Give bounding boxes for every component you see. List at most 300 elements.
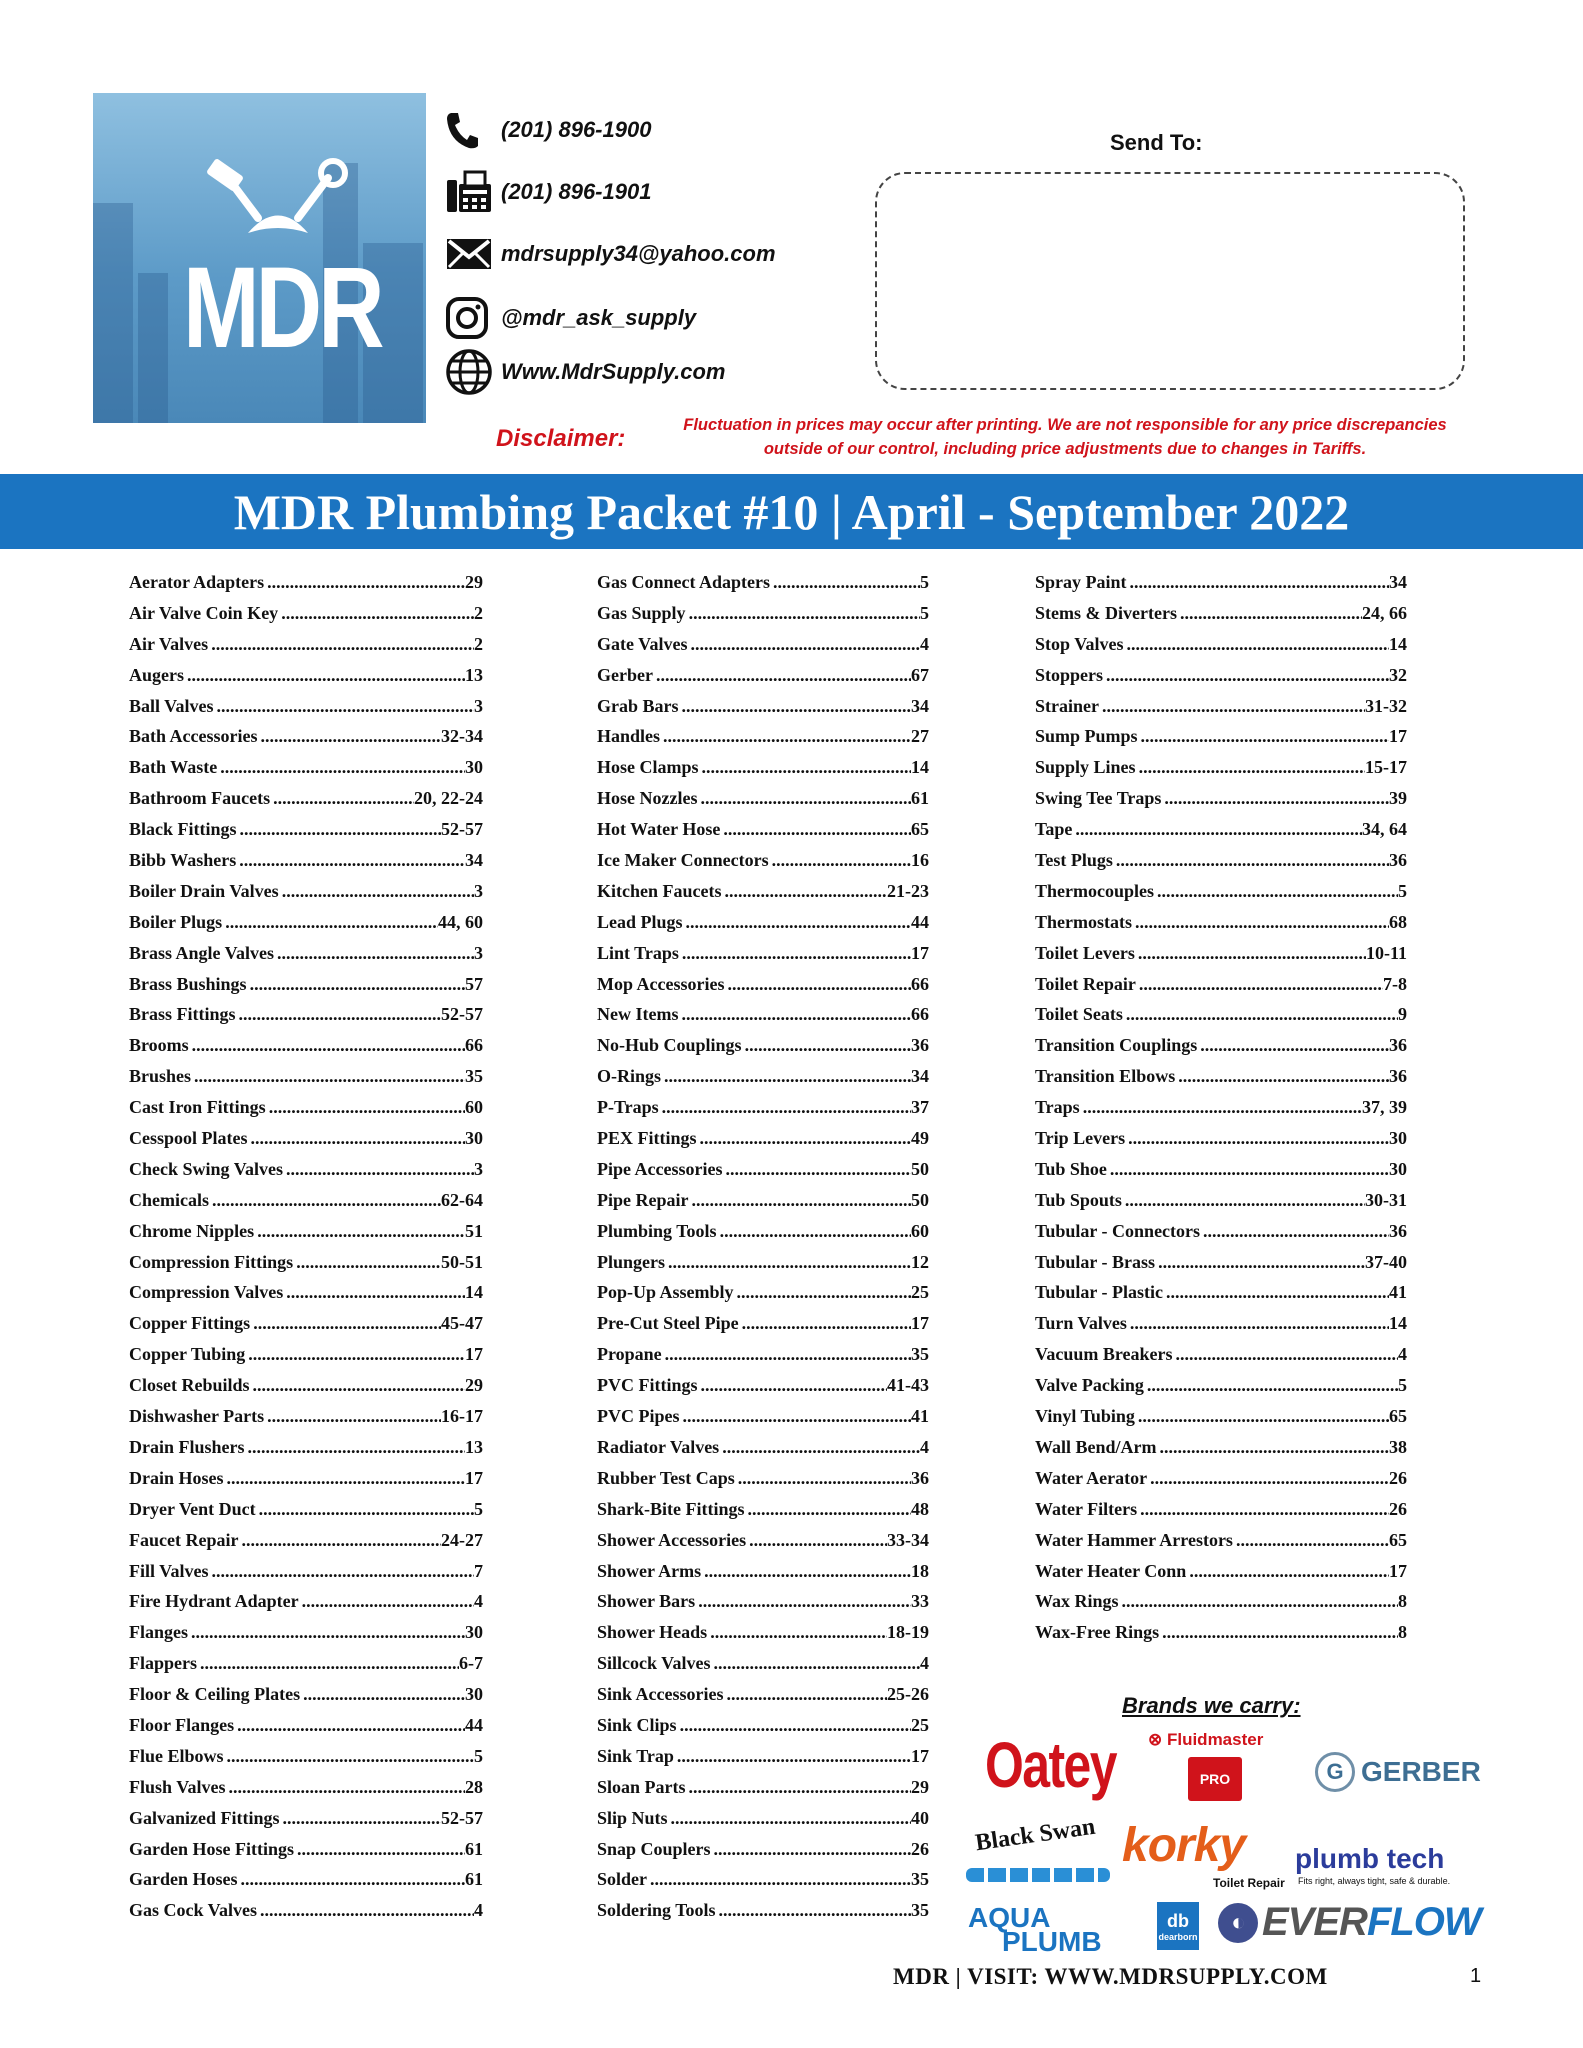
index-entry (1035, 1344, 1407, 1375)
dot-leader (256, 1499, 474, 1520)
index-entry-page: 30 (1389, 1128, 1407, 1149)
index-entry-name: Ball Valves (129, 695, 214, 716)
fax-icon (445, 170, 501, 214)
index-entry (597, 634, 929, 665)
phone-icon (445, 108, 501, 152)
dot-leader (197, 1653, 459, 1674)
dot-leader (1127, 1313, 1389, 1334)
index-entry-page: 30 (465, 1622, 483, 1643)
index-entry (597, 1190, 929, 1221)
dot-leader (686, 603, 920, 624)
dot-leader (1159, 1622, 1398, 1643)
index-entry-name: Solder (597, 1869, 648, 1890)
globe-icon (445, 350, 501, 394)
dot-leader (184, 665, 465, 686)
index-entry-page: 17 (465, 1467, 483, 1488)
index-entry-page: 17 (911, 942, 929, 963)
index-entry-name: New Items (597, 1004, 679, 1025)
index-entry-page: 35 (911, 1344, 929, 1365)
index-entry (1035, 819, 1407, 850)
index-entry-name: Gate Valves (597, 633, 688, 654)
index-entry-page: 44, 60 (438, 911, 483, 932)
index-entry (597, 912, 929, 943)
fax-contact (445, 170, 651, 214)
index-entry-page: 24-27 (441, 1529, 483, 1550)
disclaimer-label: Disclaimer: (496, 425, 626, 452)
index-entry-name: Sloan Parts (597, 1776, 686, 1797)
phone-contact (445, 108, 651, 152)
dot-leader (711, 1839, 911, 1860)
index-entry-name: Mop Accessories (597, 973, 725, 994)
index-entry-page: 29 (911, 1776, 929, 1797)
index-entry (129, 1653, 483, 1684)
index-entry-page: 52-57 (441, 1004, 483, 1025)
index-entry-name: Check Swing Valves (129, 1158, 284, 1179)
index-entry-page: 66 (911, 973, 929, 994)
index-entry (1035, 572, 1407, 603)
dot-leader (717, 1221, 911, 1242)
index-entry-name: Gas Cock Valves (129, 1900, 258, 1921)
index-entry-name: Copper Tubing (129, 1344, 246, 1365)
index-entry-name: Wax-Free Rings (1035, 1622, 1160, 1643)
index-entry (129, 1128, 483, 1159)
index-column-2 (597, 572, 929, 1931)
dot-leader (1132, 912, 1389, 933)
index-entry (597, 1159, 929, 1190)
gerber-logo (1315, 1752, 1481, 1792)
dot-leader (739, 1313, 911, 1334)
dot-leader (188, 1622, 465, 1643)
index-entry-page: 52-57 (441, 819, 483, 840)
index-entry-page: 30 (1389, 1158, 1407, 1179)
index-entry-page: 8 (1398, 1591, 1407, 1612)
index-entry-page: 28 (465, 1776, 483, 1797)
fax-number[interactable]: (201) 896-1901 (501, 179, 652, 204)
index-entry-page: 68 (1389, 911, 1407, 932)
index-column-3 (1035, 572, 1407, 1653)
index-entry-page: 34, 64 (1362, 819, 1407, 840)
instagram-handle[interactable]: @mdr_ask_supply (501, 305, 697, 330)
dot-leader (683, 912, 911, 933)
index-entry-page: 17 (465, 1344, 483, 1365)
dot-leader (1136, 974, 1383, 995)
index-entry-name: Brooms (129, 1035, 189, 1056)
index-entry (597, 1221, 929, 1252)
index-entry-name: Swing Tee Traps (1035, 788, 1162, 809)
index-entry-page: 61 (465, 1838, 483, 1859)
index-entry-name: Dryer Vent Duct (129, 1498, 256, 1519)
index-entry-page: 16 (911, 850, 929, 871)
index-entry-name: Grab Bars (597, 695, 679, 716)
index-entry-page: 3 (474, 695, 483, 716)
index-entry-page: 36 (1389, 1035, 1407, 1056)
index-entry-page: 29 (465, 572, 483, 592)
index-entry (597, 696, 929, 727)
index-entry-page: 41-43 (887, 1375, 929, 1396)
dot-leader (701, 1561, 911, 1582)
index-entry-page: 61 (911, 788, 929, 809)
dot-leader (293, 1252, 441, 1273)
index-entry-page: 17 (1389, 1560, 1407, 1581)
dot-leader (1157, 1437, 1389, 1458)
dot-leader (214, 696, 474, 717)
index-entry (129, 1468, 483, 1499)
index-entry-name: Wall Bend/Arm (1035, 1436, 1157, 1457)
dot-leader (697, 1128, 911, 1149)
page-number: 1 (1470, 1965, 1482, 1987)
dot-leader (1080, 1097, 1362, 1118)
index-entry-page: 25 (911, 1282, 929, 1303)
dot-leader (668, 1808, 911, 1829)
index-entry (129, 1746, 483, 1777)
index-entry (129, 850, 483, 881)
index-entry-name: Water Hammer Arrestors (1035, 1529, 1233, 1550)
index-entry (597, 1097, 929, 1128)
index-entry-page: 41 (1389, 1282, 1407, 1303)
index-entry-page: 13 (465, 664, 483, 685)
index-entry-name: Lint Traps (597, 942, 679, 963)
index-entry-page: 67 (911, 664, 929, 685)
index-entry-name: Flush Valves (129, 1776, 226, 1797)
dot-leader (659, 1097, 911, 1118)
index-entry-page: 37, 39 (1362, 1097, 1407, 1118)
dot-leader (1200, 1221, 1389, 1242)
index-entry-page: 30 (465, 1684, 483, 1705)
index-entry-page: 34 (911, 695, 929, 716)
index-entry-name: Sink Clips (597, 1714, 677, 1735)
index-entry (129, 1591, 483, 1622)
index-entry-page: 4 (920, 1653, 929, 1674)
index-entry (129, 1313, 483, 1344)
index-entry (597, 1808, 929, 1839)
index-entry-page: 30 (465, 1128, 483, 1149)
index-entry-name: Pop-Up Assembly (597, 1282, 734, 1303)
index-entry (129, 1715, 483, 1746)
send-to-label: Send To: (1110, 130, 1203, 155)
index-entry-page: 2 (474, 633, 483, 654)
index-entry-name: Shark-Bite Fittings (597, 1498, 745, 1519)
dot-leader (1155, 1252, 1365, 1273)
black-swan-logo: Black Swan (973, 1813, 1097, 1857)
dot-leader (679, 696, 911, 717)
dot-leader (1173, 1344, 1398, 1365)
index-entry (129, 1684, 483, 1715)
dot-leader (745, 1499, 911, 1520)
dot-leader (1186, 1561, 1389, 1582)
index-entry-page: 44 (911, 911, 929, 932)
dot-leader (266, 1097, 465, 1118)
dot-leader (1113, 850, 1389, 871)
index-entry (129, 1035, 483, 1066)
index-entry-name: Slip Nuts (597, 1807, 668, 1828)
dot-leader (1175, 1066, 1389, 1087)
index-entry (1035, 1252, 1407, 1283)
index-entry-name: Spray Paint (1035, 572, 1127, 592)
index-entry (129, 726, 483, 757)
index-entry-page: 65 (1389, 1406, 1407, 1427)
website-contact (445, 350, 725, 394)
instagram-contact (445, 296, 696, 340)
index-entry-name: Sump Pumps (1035, 726, 1138, 747)
dot-leader (1123, 1004, 1398, 1025)
index-entry-name: Tub Shoe (1035, 1158, 1107, 1179)
index-entry-name: Floor & Ceiling Plates (129, 1684, 301, 1705)
index-entry-name: Compression Fittings (129, 1251, 294, 1272)
index-entry (129, 1252, 483, 1283)
index-entry (597, 1653, 929, 1684)
disclaimer-text (640, 413, 1490, 461)
index-entry (597, 603, 929, 634)
index-entry-name: Tubular - Plastic (1035, 1282, 1164, 1303)
index-entry-name: Cesspool Plates (129, 1128, 248, 1149)
index-entry (129, 1808, 483, 1839)
index-entry-name: Augers (129, 664, 184, 685)
instagram-icon (445, 296, 501, 340)
dot-leader (234, 1715, 465, 1736)
index-entry (1035, 881, 1407, 912)
index-entry-page: 30 (465, 757, 483, 778)
index-entry-page: 62-64 (441, 1189, 483, 1210)
index-entry (597, 1004, 929, 1035)
index-entry-page: 4 (920, 1436, 929, 1457)
index-entry (129, 788, 483, 819)
dot-leader (236, 850, 465, 871)
phone-number[interactable]: (201) 896-1900 (501, 117, 652, 142)
index-entry-name: Toilet Levers (1035, 942, 1135, 963)
index-entry-name: Transition Elbows (1035, 1066, 1176, 1087)
index-entry-name: Floor Flanges (129, 1714, 235, 1735)
index-entry-page: 36 (1389, 1220, 1407, 1241)
brands-title: Brands we carry: (1122, 1693, 1301, 1718)
index-entry (129, 881, 483, 912)
dot-leader (209, 1190, 441, 1211)
dot-leader (677, 1715, 911, 1736)
everflow-logo (1218, 1900, 1481, 1945)
index-entry-page: 16-17 (441, 1406, 483, 1427)
title-banner (0, 474, 1583, 549)
index-entry-name: Stop Valves (1035, 633, 1124, 654)
index-entry-page: 5 (1398, 1375, 1407, 1396)
index-entry-name: Flappers (129, 1653, 198, 1674)
index-entry-name: Water Heater Conn (1035, 1560, 1187, 1581)
index-entry-name: Chrome Nipples (129, 1220, 255, 1241)
index-entry (129, 1159, 483, 1190)
index-entry (1035, 1097, 1407, 1128)
dot-leader (721, 881, 887, 902)
index-entry-name: Brass Fittings (129, 1004, 236, 1025)
index-entry (1035, 1499, 1407, 1530)
index-entry-page: 5 (920, 572, 929, 592)
index-entry (1035, 757, 1407, 788)
index-entry-page: 5 (474, 1745, 483, 1766)
index-entry (597, 1282, 929, 1313)
index-entry-name: Bathroom Faucets (129, 788, 271, 809)
index-entry (597, 1375, 929, 1406)
index-entry-page: 12 (911, 1251, 929, 1272)
dot-leader (238, 1869, 465, 1890)
index-entry-name: Air Valves (129, 633, 209, 654)
index-entry (129, 1622, 483, 1653)
index-entry (1035, 603, 1407, 634)
index-entry-name: Sillcock Valves (597, 1653, 711, 1674)
index-entry-name: Aerator Adapters (129, 572, 265, 592)
index-entry (129, 757, 483, 788)
dot-leader (236, 1004, 441, 1025)
index-entry-name: Stems & Diverters (1035, 602, 1177, 623)
index-entry-page: 39 (1389, 788, 1407, 809)
index-entry-page: 32 (1389, 664, 1407, 685)
korky-logo: korky (1122, 1819, 1246, 1872)
dot-leader (734, 1282, 911, 1303)
index-entry (597, 726, 929, 757)
dot-leader (1137, 1499, 1389, 1520)
dot-leader (1161, 788, 1389, 809)
index-entry-name: Radiator Valves (597, 1436, 720, 1457)
dot-leader (686, 1777, 911, 1798)
index-entry-name: Stoppers (1035, 664, 1104, 685)
index-entry (129, 603, 483, 634)
index-entry-page: 60 (465, 1097, 483, 1118)
index-entry (1035, 1622, 1407, 1653)
index-entry-name: Toilet Seats (1035, 1004, 1123, 1025)
index-entry-page: 60 (911, 1220, 929, 1241)
index-entry-name: Fire Hydrant Adapter (129, 1591, 299, 1612)
dot-leader (770, 572, 920, 593)
dot-leader (1107, 1159, 1389, 1180)
dot-leader (680, 1406, 912, 1427)
index-entry-page: 35 (465, 1066, 483, 1087)
dot-leader (1119, 1591, 1398, 1612)
index-entry-name: Bibb Washers (129, 850, 237, 871)
index-entry (129, 696, 483, 727)
index-entry (129, 943, 483, 974)
dot-leader (1163, 1282, 1389, 1303)
index-entry (1035, 788, 1407, 819)
index-entry-name: Hose Clamps (597, 757, 699, 778)
index-entry-name: PVC Pipes (597, 1406, 680, 1427)
index-entry-name: Thermostats (1035, 911, 1132, 932)
index-entry-page: 49 (911, 1128, 929, 1149)
index-entry-page: 52-57 (441, 1807, 483, 1828)
dearborn-logo (1157, 1902, 1199, 1950)
index-entry (1035, 1221, 1407, 1252)
index-entry-page: 21-23 (887, 880, 929, 901)
dot-leader (647, 1869, 911, 1890)
index-entry (129, 1282, 483, 1313)
dot-leader (746, 1530, 887, 1551)
index-entry-name: Dishwasher Parts (129, 1406, 265, 1427)
dearborn-db: db (1167, 1910, 1189, 1931)
footer-visit-text: MDR | VISIT: WWW.MDRSUPPLY.COM (893, 1964, 1328, 1989)
website-url[interactable]: Www.MdrSupply.com (501, 359, 726, 384)
index-entry (597, 757, 929, 788)
dot-leader (653, 665, 911, 686)
dot-leader (1138, 726, 1389, 747)
index-entry (1035, 1591, 1407, 1622)
dot-leader (226, 1777, 465, 1798)
index-entry (1035, 1159, 1407, 1190)
index-entry-name: Handles (597, 726, 661, 747)
index-entry (1035, 1437, 1407, 1468)
index-entry-name: Water Filters (1035, 1498, 1138, 1519)
index-entry-page: 33-34 (887, 1529, 929, 1550)
index-entry-name: Fill Valves (129, 1560, 209, 1581)
index-entry-name: Brass Angle Valves (129, 942, 275, 963)
dot-leader (1125, 1128, 1389, 1149)
send-to-box[interactable] (875, 172, 1465, 390)
gerber-text: GERBER (1361, 1756, 1481, 1787)
dot-leader (224, 1746, 474, 1767)
index-entry (597, 1591, 929, 1622)
index-entry (1035, 634, 1407, 665)
index-entry-page: 38 (1389, 1436, 1407, 1457)
index-entry-name: Sink Trap (597, 1745, 674, 1766)
dot-leader (274, 943, 474, 964)
dot-leader (247, 974, 465, 995)
index-entry-page: 13 (465, 1436, 483, 1457)
index-entry-page: 36 (911, 1035, 929, 1056)
index-entry-name: Vacuum Breakers (1035, 1344, 1173, 1365)
index-entry (129, 1900, 483, 1931)
dot-leader (189, 1035, 465, 1056)
email-contact (445, 232, 776, 276)
dearborn-text: dearborn (1158, 1931, 1198, 1942)
index-entry-name: Shower Arms (597, 1560, 702, 1581)
index-entry-name: Sink Accessories (597, 1684, 724, 1705)
index-entry-name: Drain Flushers (129, 1436, 245, 1457)
index-entry-name: Brass Bushings (129, 973, 247, 994)
disclaimer-line-2: outside of our control, including price adjustments due to changes in Tariffs. (763, 440, 1367, 458)
index-entry-page: 17 (1389, 726, 1407, 747)
index-entry-name: Garden Hose Fittings (129, 1838, 294, 1859)
black-swan-water-graphic (966, 1868, 1110, 1882)
index-entry-page: 32-34 (441, 726, 483, 747)
index-entry-name: PEX Fittings (597, 1128, 697, 1149)
dot-leader (665, 1252, 911, 1273)
dot-leader (1072, 819, 1362, 840)
index-entry (597, 1128, 929, 1159)
index-entry (1035, 696, 1407, 727)
index-entry (597, 788, 929, 819)
index-entry-page: 14 (1389, 633, 1407, 654)
index-entry-page: 5 (474, 1498, 483, 1519)
index-entry (1035, 726, 1407, 757)
index-entry-page: 10-11 (1365, 942, 1407, 963)
dot-leader (769, 850, 911, 871)
index-entry-name: Shower Accessories (597, 1529, 747, 1550)
index-entry-name: Water Aerator (1035, 1467, 1148, 1488)
dot-leader (1099, 696, 1365, 717)
dot-leader (742, 1035, 911, 1056)
index-entry-name: Trip Levers (1035, 1128, 1126, 1149)
dot-leader (1103, 665, 1389, 686)
index-entry (129, 912, 483, 943)
index-entry (597, 1468, 929, 1499)
email-address[interactable]: mdrsupply34@yahoo.com (501, 241, 776, 266)
index-entry-page: 35 (911, 1900, 929, 1921)
index-entry-page: 61 (465, 1869, 483, 1890)
index-entry-page: 37 (911, 1097, 929, 1118)
index-entry-name: Test Plugs (1035, 850, 1113, 871)
korky-tagline: Toilet Repair (1213, 1876, 1285, 1890)
index-entry-page: 17 (911, 1745, 929, 1766)
index-entry-page: 14 (1389, 1313, 1407, 1334)
dot-leader (270, 788, 414, 809)
disclaimer-line-1: Fluctuation in prices may occur after printing. We are not responsible for any price discrepancies (683, 416, 1447, 434)
dot-leader (1144, 1375, 1398, 1396)
index-entry (597, 943, 929, 974)
index-entry-page: 36 (911, 1467, 929, 1488)
